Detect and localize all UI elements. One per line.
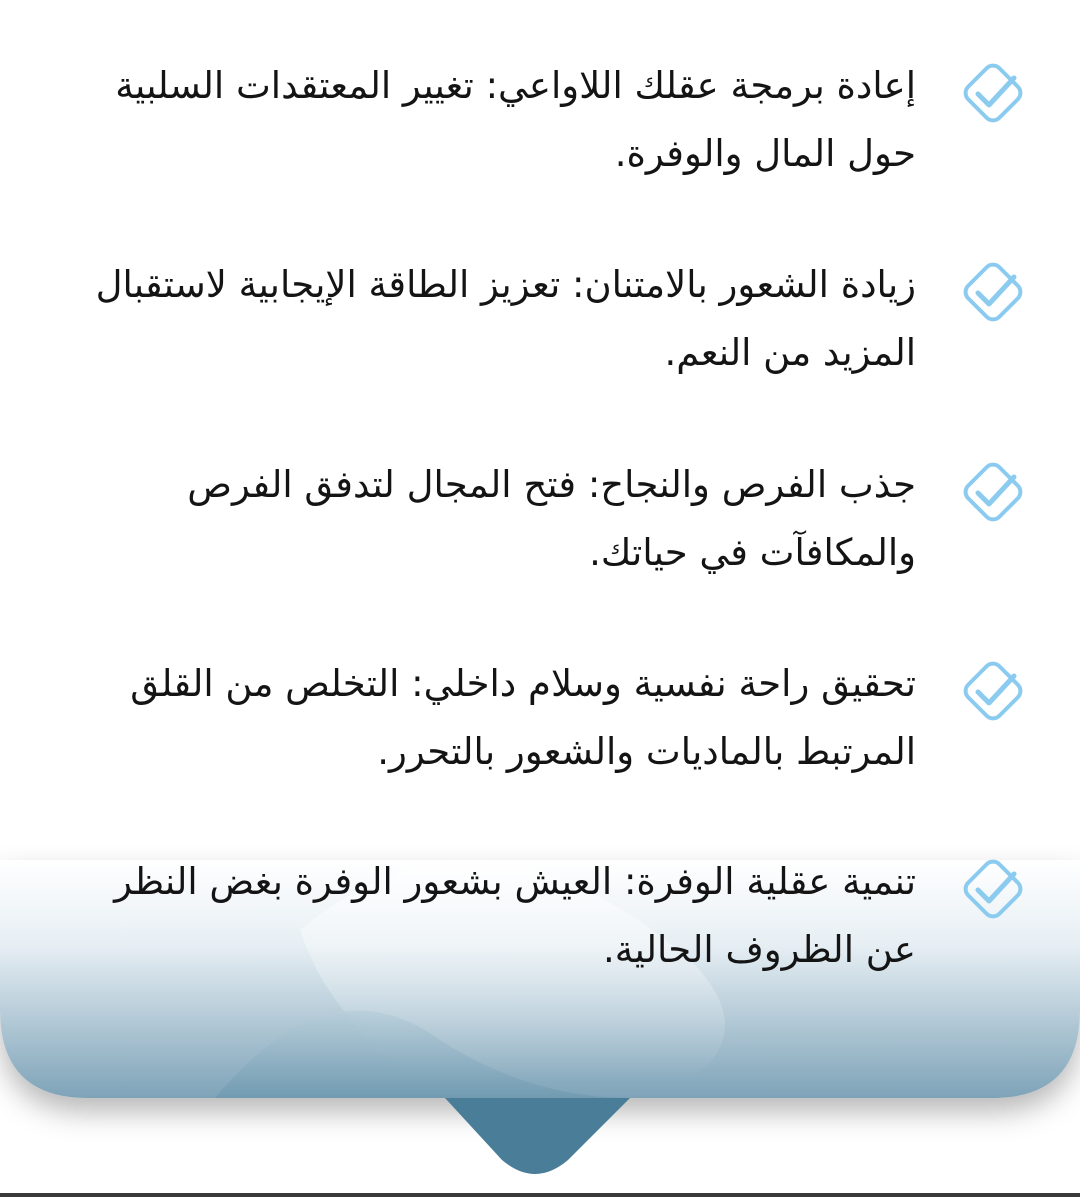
benefit-text: إعادة برمجة عقلك اللاواعي: تغيير المعتقدات السلبية حول المال والوفرة.	[115, 64, 916, 175]
check-badge-icon	[956, 56, 1030, 130]
benefit-text: زيادة الشعور بالامتنان: تعزيز الطاقة الإيجابية لاستقبال المزيد من النعم.	[95, 263, 916, 374]
benefit-text: جذب الفرص والنجاح: فتح المجال لتدفق الفرص والمكافآت في حياتك.	[187, 463, 916, 574]
check-badge-icon	[956, 455, 1030, 529]
check-badge-icon	[956, 654, 1030, 728]
check-badge-icon	[956, 852, 1030, 926]
benefit-text: تحقيق راحة نفسية وسلام داخلي: التخلص من القلق المرتبط بالماديات والشعور بالتحرر.	[130, 662, 916, 773]
benefit-text: تنمية عقلية الوفرة: العيش بشعور الوفرة بغض النظر عن الظروف الحالية.	[114, 860, 916, 971]
check-badge-icon	[956, 255, 1030, 329]
bottom-divider	[0, 1193, 1080, 1197]
